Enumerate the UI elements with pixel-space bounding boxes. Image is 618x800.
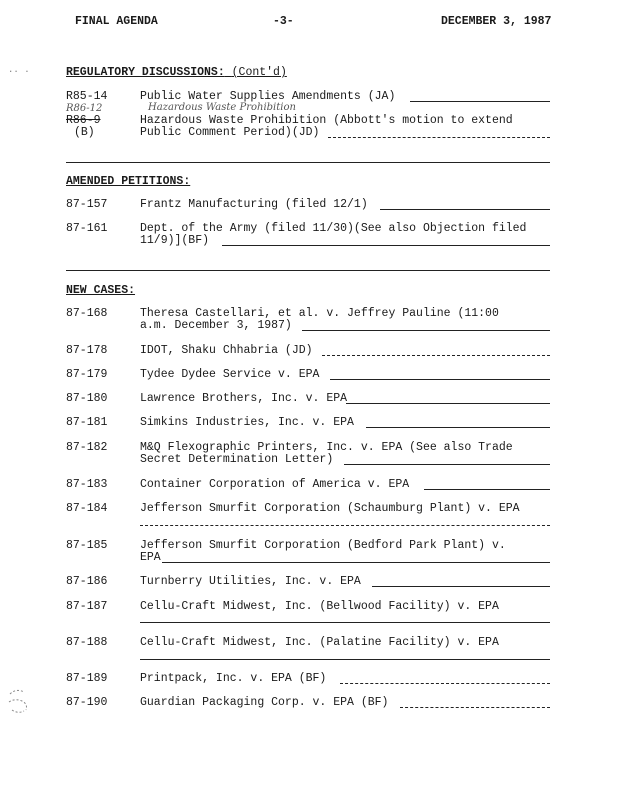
signature-line: [380, 209, 550, 210]
signature-line: [330, 379, 550, 380]
item-text-line2: a.m. December 3, 1987): [140, 319, 292, 332]
signature-line: [322, 355, 550, 356]
item-text: Container Corporation of America v. EPA: [140, 478, 410, 491]
item-number: 87-188: [66, 636, 108, 649]
item-text-line2: Secret Determination Letter): [140, 453, 334, 466]
item-number: 87-184: [66, 502, 108, 515]
item-text: Dept. of the Army (filed 11/30)(See also Objection filed: [140, 222, 527, 235]
item-number: R86-9: [66, 114, 101, 127]
item-number: 87-157: [66, 198, 108, 211]
signature-line: [140, 622, 550, 623]
section-cont-label: (Cont'd): [231, 66, 287, 79]
item-text: M&Q Flexographic Printers, Inc. v. EPA (See also Trade: [140, 441, 513, 454]
item-text: Hazardous Waste Prohibition (Abbott's motion to extend: [140, 114, 513, 127]
signature-line: [66, 270, 550, 271]
item-text-line2: 11/9)](BF): [140, 234, 210, 247]
item-number: 87-168: [66, 307, 108, 320]
item-text: Simkins Industries, Inc. v. EPA: [140, 416, 354, 429]
item-text: Frantz Manufacturing (filed 12/1): [140, 198, 368, 211]
item-number: 87-186: [66, 575, 108, 588]
signature-line: [140, 659, 550, 660]
signature-line: [302, 330, 550, 331]
item-text-line2: Public Comment Period)(JD): [140, 126, 320, 139]
item-number: 87-182: [66, 441, 108, 454]
item-number: 87-183: [66, 478, 108, 491]
item-number: 87-181: [66, 416, 108, 429]
item-text: Theresa Castellari, et al. v. Jeffrey Pauline (11:00: [140, 307, 499, 320]
signature-line: [410, 101, 550, 102]
item-number: R85-14: [66, 90, 108, 103]
signature-line: [66, 162, 550, 163]
item-text: Lawrence Brothers, Inc. v. EPA: [140, 392, 348, 405]
signature-line: [344, 464, 550, 465]
header-left: FINAL AGENDA: [75, 15, 158, 28]
header-date: DECEMBER 3, 1987: [441, 15, 552, 28]
signature-line: [400, 707, 550, 708]
signature-line: [328, 137, 550, 138]
item-number: 87-190: [66, 696, 108, 709]
signature-line: [366, 427, 550, 428]
signature-line: [346, 403, 550, 404]
item-number-note: (B): [74, 126, 95, 139]
item-text: Printpack, Inc. v. EPA (BF): [140, 672, 327, 685]
signature-line: [140, 525, 550, 526]
section-title-new-cases: NEW CASES:: [66, 284, 136, 297]
signature-line: [340, 683, 550, 684]
item-text: Jefferson Smurfit Corporation (Bedford Park Plant) v.: [140, 539, 506, 552]
signature-line: [222, 245, 550, 246]
item-text: Cellu-Craft Midwest, Inc. (Palatine Facility) v. EPA: [140, 636, 499, 649]
item-number: 87-189: [66, 672, 108, 685]
signature-line: [424, 489, 550, 490]
signature-line: [162, 562, 550, 563]
handwritten-note: Hazardous Waste Prohibition: [148, 102, 296, 113]
handwritten-number: R86-12: [66, 103, 103, 114]
item-text: Cellu-Craft Midwest, Inc. (Bellwood Facility) v. EPA: [140, 600, 499, 613]
page-number: -3-: [273, 15, 294, 28]
item-number: 87-178: [66, 344, 108, 357]
item-text-line2: EPA: [140, 551, 161, 564]
margin-mark-icon: ·· ·: [8, 67, 30, 77]
item-text: Turnberry Utilities, Inc. v. EPA: [140, 575, 361, 588]
item-text: IDOT, Shaku Chhabria (JD): [140, 344, 313, 357]
item-text: Tydee Dydee Service v. EPA: [140, 368, 320, 381]
item-text: Guardian Packaging Corp. v. EPA (BF): [140, 696, 389, 709]
margin-scribble-icon: [6, 686, 34, 716]
item-text: Public Water Supplies Amendments (JA): [140, 90, 396, 103]
item-number: 87-179: [66, 368, 108, 381]
item-number: 87-180: [66, 392, 108, 405]
item-text: Jefferson Smurfit Corporation (Schaumburg Plant) v. EPA: [140, 502, 520, 515]
section-title-regulatory: REGULATORY DISCUSSIONS: (Cont'd): [66, 66, 287, 79]
item-number: 87-185: [66, 539, 108, 552]
item-number: 87-161: [66, 222, 108, 235]
signature-line: [372, 586, 550, 587]
section-title-amended: AMENDED PETITIONS:: [66, 175, 191, 188]
item-number: 87-187: [66, 600, 108, 613]
